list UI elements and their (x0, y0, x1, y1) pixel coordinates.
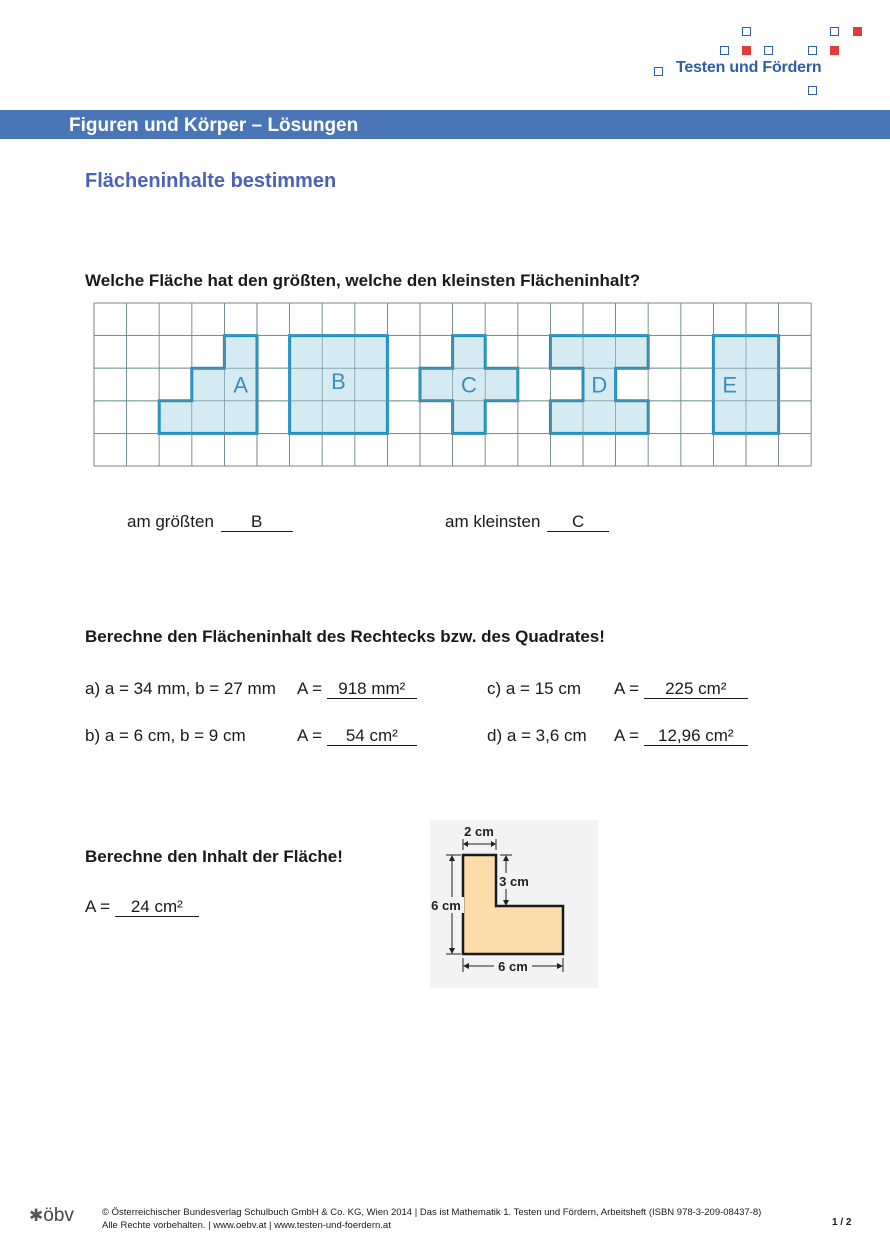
l-shape-figure (430, 820, 598, 988)
logo-square (764, 46, 773, 55)
smallest-row (445, 512, 609, 532)
grid-figure (90, 299, 815, 471)
task2-question: Berechne den Flächeninhalt des Rechtecks bzw. des Quadrates! (85, 627, 605, 646)
given: c) a = 15 cm (487, 679, 582, 698)
result-label: A = (297, 679, 323, 698)
page-title: Figuren und Körper – Lösungen (69, 115, 359, 136)
task2-item-d (487, 726, 587, 746)
answer: 54 cm² (327, 726, 417, 746)
footer-line2: Alle Rechte vorbehalten. | www.oebv.at | www.testen-und-foerdern.at (102, 1219, 391, 1231)
answer: 225 cm² (644, 679, 748, 699)
task3-result (85, 897, 199, 917)
largest-label: am größten (127, 512, 214, 531)
task2-result-a (297, 679, 417, 699)
figure-label-e: E (722, 372, 738, 398)
publisher-logo-text: öbv (43, 1205, 74, 1226)
given: a) a = 34 mm, b = 27 mm (85, 679, 276, 698)
given: d) a = 3,6 cm (487, 726, 587, 745)
dim-top-label: 2 cm (464, 824, 494, 839)
task2-item-a (85, 679, 276, 699)
publisher-logo-mark-icon: ✱ (29, 1206, 44, 1225)
footer-text (102, 1207, 761, 1232)
smallest-answer: C (547, 512, 609, 532)
logo-square (654, 67, 663, 76)
largest-answer: B (221, 512, 293, 532)
logo-square (830, 46, 839, 55)
dim-bottom-label: 6 cm (498, 959, 528, 974)
task2-item-c (487, 679, 581, 699)
result-label: A = (614, 726, 640, 745)
answer: 12,96 cm² (644, 726, 748, 746)
section-title: Flächeninhalte bestimmen (85, 170, 337, 192)
figure-label-d: D (591, 372, 608, 398)
logo-square (808, 46, 817, 55)
given: b) a = 6 cm, b = 9 cm (85, 726, 246, 745)
largest-row (127, 512, 293, 532)
answer: 918 mm² (327, 679, 417, 699)
logo-square (853, 27, 862, 36)
smallest-label: am kleinsten (445, 512, 541, 531)
dim-height-label: 6 cm (431, 898, 461, 913)
dim-inner-label: 3 cm (499, 874, 529, 889)
task2-result-b (297, 726, 417, 746)
logo-square (720, 46, 729, 55)
result-label: A = (85, 897, 111, 916)
footer-line1: © Österreichischer Bundesverlag Schulbuch GmbH & Co. KG, Wien 2014 | Das ist Mathematik 1. Testen und Fördern, Arbeitsheft (ISBN 978-3-209-08437-8) (102, 1207, 762, 1218)
task1-question: Welche Fläche hat den größten, welche den kleinsten Flächeninhalt? (85, 271, 641, 290)
result-label: A = (297, 726, 323, 745)
result-label: A = (614, 679, 640, 698)
logo-text: Testen und Fördern (676, 59, 822, 76)
logo-square (742, 46, 751, 55)
page-number: 1 / 2 (832, 1217, 852, 1228)
task2-item-b (85, 726, 246, 746)
answer: 24 cm² (115, 897, 199, 917)
logo-square (808, 86, 817, 95)
logo-square (830, 27, 839, 36)
task3-question: Berechne den Inhalt der Fläche! (85, 847, 343, 866)
figure-label-a: A (233, 372, 249, 398)
task2-result-c (614, 679, 748, 699)
figure-label-b: B (331, 369, 346, 395)
publisher-logo (29, 1205, 74, 1227)
task2-result-d (614, 726, 748, 746)
figure-label-c: C (460, 372, 477, 398)
logo-square (742, 27, 751, 36)
